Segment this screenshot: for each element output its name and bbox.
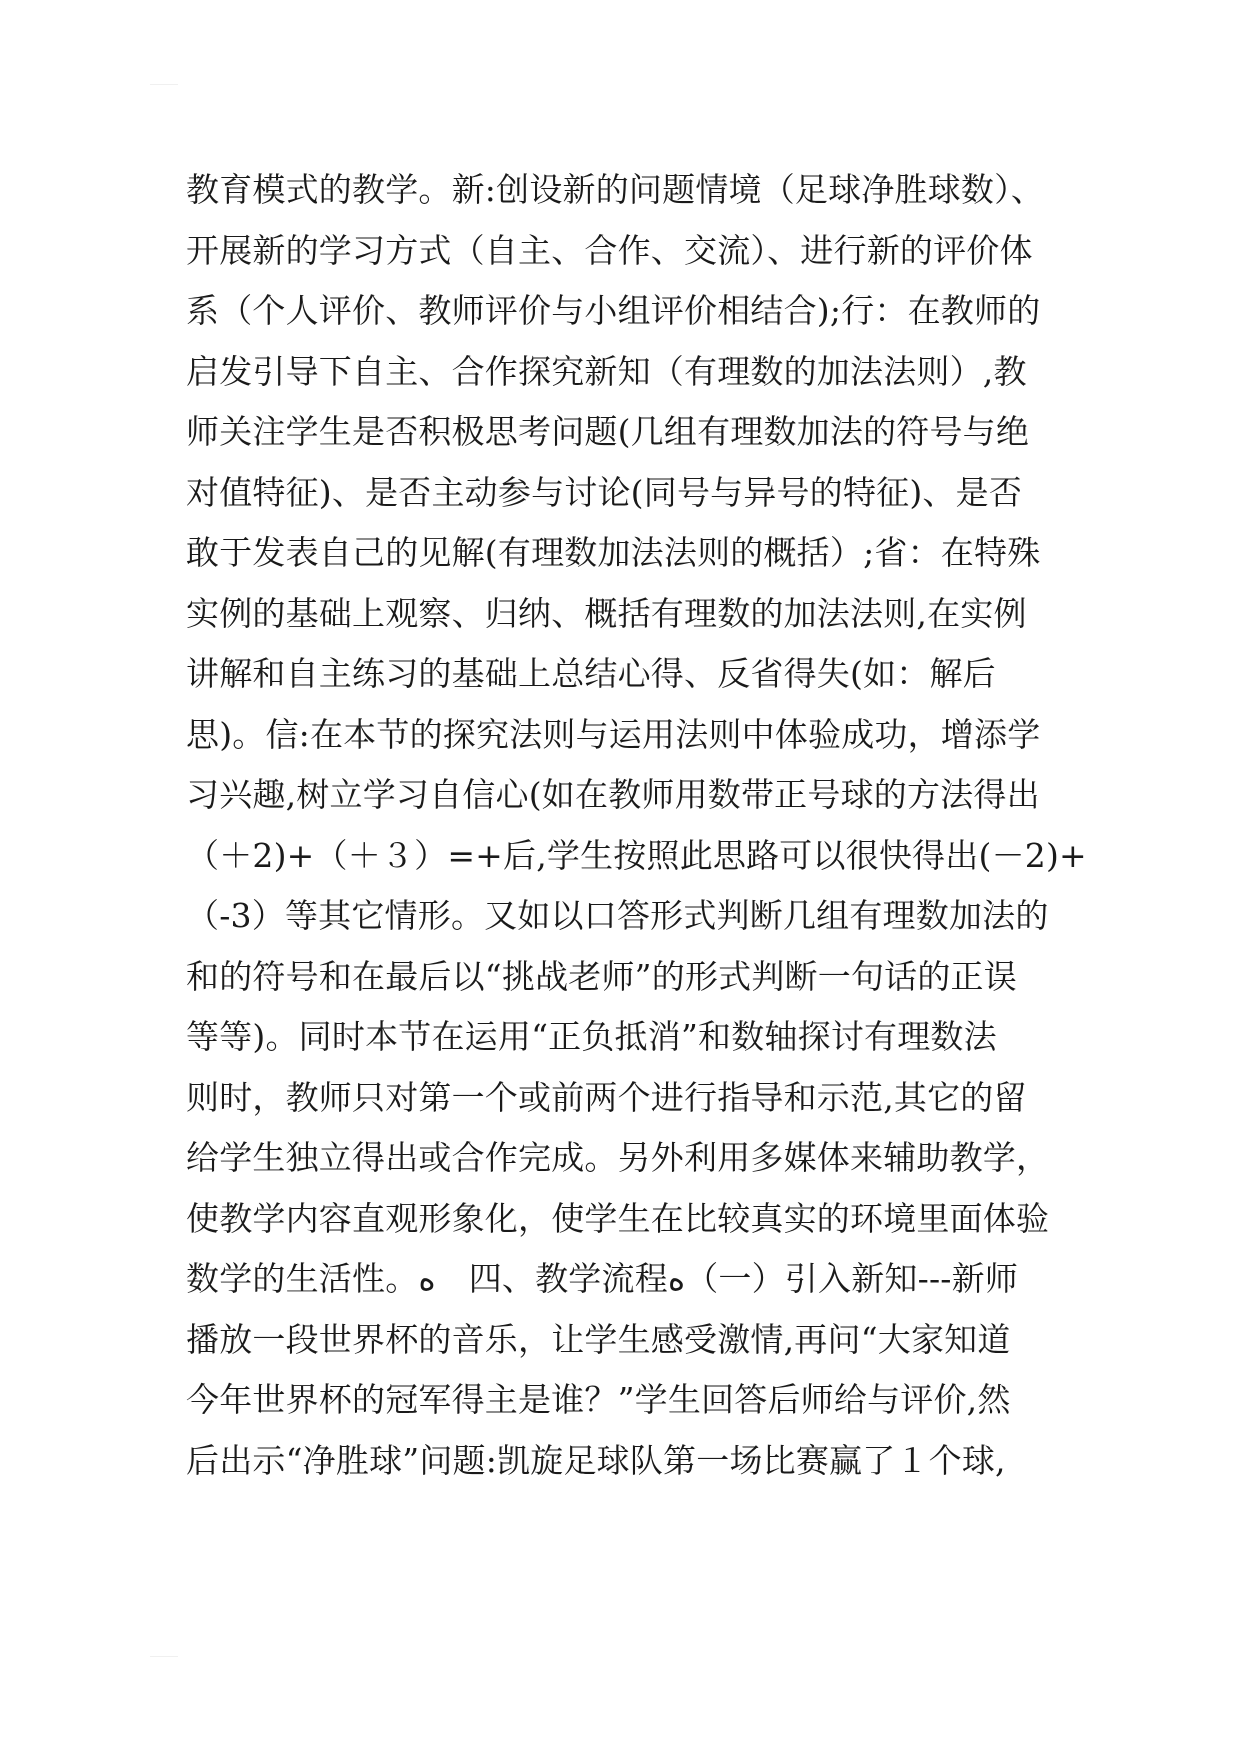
text-line: 播放一段世界杯的音乐，让学生感受激情,再问“大家知道 [186,1319,1011,1359]
text-line: 实例的基础上观察、归纳、概括有理数的加法法则,在实例 [186,593,1027,633]
text-line: 则时，教师只对第一个或前两个进行指导和示范,其它的留 [186,1077,1027,1117]
text-line: （＋2)+（＋３）=+后,学生按照此思路可以很快得出(－2)+ [186,835,1087,875]
text-line: 对值特征)、是否主动参与讨论(同号与异号的特征)、是否 [186,472,1023,512]
corner-mark-top [150,84,178,85]
text-line: 开展新的学习方式（自主、合作、交流）、进行新的评价体 [186,230,1033,270]
text-line: 数学的生活性。ﻩ 四、教学流程ﻩ（一）引入新知---新师 [186,1259,1019,1298]
body-text [186,160,1087,1491]
text-line: 讲解和自主练习的基础上总结心得、反省得失(如：解后 [186,654,996,693]
text-line: 思)。信:在本节的探究法则与运用法则中体验成功，增添学 [186,714,1041,754]
text-line: 敢于发表自己的见解(有理数加法法则的概括）;省：在特殊 [186,533,1041,572]
text-line: 给学生独立得出或合作完成。另外利用多媒体来辅助教学， [186,1138,1050,1177]
text-line: 启发引导下自主、合作探究新知（有理数的加法法则）,教 [186,351,1027,391]
text-line: 等等)。同时本节在运用“正负抵消”和数轴探讨有理数法 [186,1017,997,1056]
text-line: 习兴趣,树立学习自信心(如在教师用数带正号球的方法得出 [186,775,1040,814]
text-line: 使教学内容直观形象化，使学生在比较真实的环境里面体验 [186,1198,1050,1238]
corner-mark-bottom [150,1656,178,1657]
text-line: 今年世界杯的冠军得主是谁？”学生回答后师给与评价,然 [186,1380,1011,1419]
text-line: 和的符号和在最后以“挑战老师”的形式判断一句话的正误 [186,956,1017,996]
text-line: 系（个人评价、教师评价与小组评价相结合);行：在教师的 [186,291,1041,330]
text-line: （-3）等其它情形。又如以口答形式判断几组有理数加法的 [186,896,1049,935]
text-line: 后出示“净胜球”问题:凯旋足球队第一场比赛赢了１个球, [186,1440,1006,1480]
text-line: 教育模式的教学。新:创设新的问题情境（足球净胜球数）、 [186,170,1045,209]
text-line: 师关注学生是否积极思考问题(几组有理数加法的符号与绝 [186,412,1030,451]
